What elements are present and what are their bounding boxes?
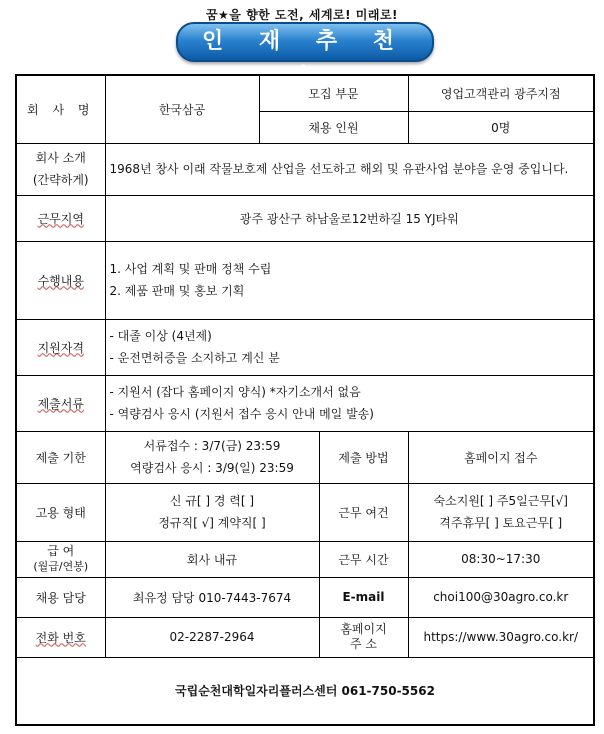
conditions-line1: 숙소지원[ ] 주5일근무[√]	[433, 494, 568, 508]
intro-value: 1968년 창사 이래 작물보호제 산업을 선도하고 해외 및 유관사업 분야을 운영 중입니다.	[105, 143, 594, 195]
method-label: 제출 방법	[319, 431, 408, 483]
employment-line1: 신 규[ ] 경 력[ ]	[169, 494, 255, 508]
pay-value: 회사 내규	[105, 541, 319, 577]
documents-list	[105, 375, 594, 431]
pay-label	[16, 541, 105, 577]
location-label: 근무지역	[16, 195, 105, 241]
slogan: 꿈★을 향한 도전, 세계로! 미래로!	[205, 8, 399, 22]
contact-label: 채용 담당	[16, 577, 105, 617]
footer-contact: 국립순천대학일자리플러스센터 061-750-5562	[16, 657, 594, 725]
deadline-value	[105, 431, 319, 483]
intro-label-line2: (간략하게)	[32, 173, 89, 187]
recommendation-form	[15, 74, 595, 726]
documents-item: - 역량검사 응시 (지원서 접수 응시 안내 메일 발송)	[109, 407, 374, 421]
hires-value: 0명	[408, 111, 594, 143]
hours-label: 근무 시간	[319, 541, 408, 577]
deadline-line1: 서류접수 : 3/7(금) 23:59	[143, 439, 281, 453]
homepage-label	[319, 617, 408, 657]
duties-item: 1. 사업 계획 및 판매 정책 수립	[109, 262, 272, 276]
intro-label	[16, 143, 105, 195]
duties-label: 수행내용	[16, 241, 105, 319]
contact-value: 최유정 담당 010-7443-7674	[105, 577, 319, 617]
intro-label-line1: 회사 소개	[35, 151, 86, 165]
duties-item: 2. 제품 판매 및 홍보 기획	[109, 284, 245, 298]
form-title-banner: 인 재 추 천 서	[176, 22, 434, 62]
conditions-label: 근무 여건	[319, 483, 408, 541]
phone-value: 02-2287-2964	[105, 617, 319, 657]
email-value[interactable]: choi100@30agro.co.kr	[408, 577, 594, 617]
homepage-value[interactable]: https://www.30agro.co.kr/	[408, 617, 594, 657]
qualifications-item: - 대졸 이상 (4년제)	[109, 329, 212, 343]
documents-label: 제출서류	[16, 375, 105, 431]
dept-value: 영업고객관리 광주지점	[408, 75, 594, 111]
conditions-line2: 격주휴무[ ] 토요근무[ ]	[439, 516, 563, 530]
dept-label: 모집 부문	[259, 75, 408, 111]
pay-label-line2: (월급/연봉)	[33, 560, 89, 573]
homepage-label-line1: 홈페이지	[340, 622, 387, 636]
homepage-label-line2: 주 소	[350, 637, 377, 651]
qualifications-list	[105, 319, 594, 375]
pay-label-line1: 급 여	[47, 544, 75, 558]
employment-label: 고용 형태	[16, 483, 105, 541]
qualifications-label: 지원자격	[16, 319, 105, 375]
location-value: 광주 광산구 하남울로12번하길 15 YJ타워	[105, 195, 594, 241]
company-name-value: 한국삼공	[105, 75, 259, 143]
employment-value	[105, 483, 319, 541]
hires-label: 채용 인원	[259, 111, 408, 143]
conditions-value	[408, 483, 594, 541]
company-name-label: 회 사 명	[16, 75, 105, 143]
qualifications-item: - 운전면허증을 소지하고 계신 분	[109, 351, 280, 365]
method-value: 홈페이지 접수	[408, 431, 594, 483]
documents-item: - 지원서 (잡다 홈페이지 양식) *자기소개서 없음	[109, 385, 361, 399]
email-label: E-mail	[319, 577, 408, 617]
deadline-line2: 역량검사 응시 : 3/9(일) 23:59	[130, 461, 294, 475]
employment-line2: 정규직[ √] 계약직[ ]	[158, 516, 266, 530]
phone-label: 전화 번호	[16, 617, 105, 657]
duties-list	[105, 241, 594, 319]
deadline-label: 제출 기한	[16, 431, 105, 483]
hours-value: 08:30~17:30	[408, 541, 594, 577]
